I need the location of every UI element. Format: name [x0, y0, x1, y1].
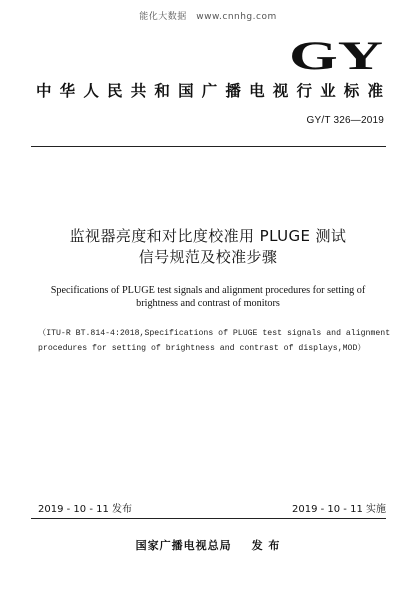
gy-logo	[288, 37, 384, 73]
english-title-line-2: brightness and contrast of monitors	[136, 298, 280, 309]
standard-number: GY/T 326—2019	[306, 115, 384, 126]
watermark-text: 能化大数据 www.cnnhg.com	[139, 12, 277, 22]
gy-logo-graphic	[288, 37, 384, 73]
publisher-name: 国家广播电视总局	[135, 539, 232, 552]
header-divider	[31, 146, 386, 147]
gy-logo-lettering: GY	[289, 37, 384, 73]
implementation-date: 2019 - 10 - 11 实施	[291, 504, 386, 515]
footer-divider	[31, 518, 386, 519]
identical-reference-line-1: （ITU-R BT.814-4:2018,Specifications of PLUGE test signals and alignment	[38, 329, 391, 338]
publisher-line	[0, 537, 416, 553]
identical-reference-line-2: procedures for setting of brightness and contrast of displays,MOD）	[38, 344, 366, 353]
chinese-title-line-2: 信号规范及校准步骤	[138, 248, 278, 266]
publisher-action: 发 布	[251, 539, 281, 552]
standard-category-title: 中华人民共和国广播电视行业标准	[36, 82, 384, 100]
chinese-title-line-1: 监视器亮度和对比度校准用 PLUGE 测试	[69, 227, 347, 245]
issue-date: 2019 - 10 - 11 发布	[38, 504, 133, 515]
english-title-line-1: Specifications of PLUGE test signals and alignment procedures for setting of	[50, 285, 366, 296]
